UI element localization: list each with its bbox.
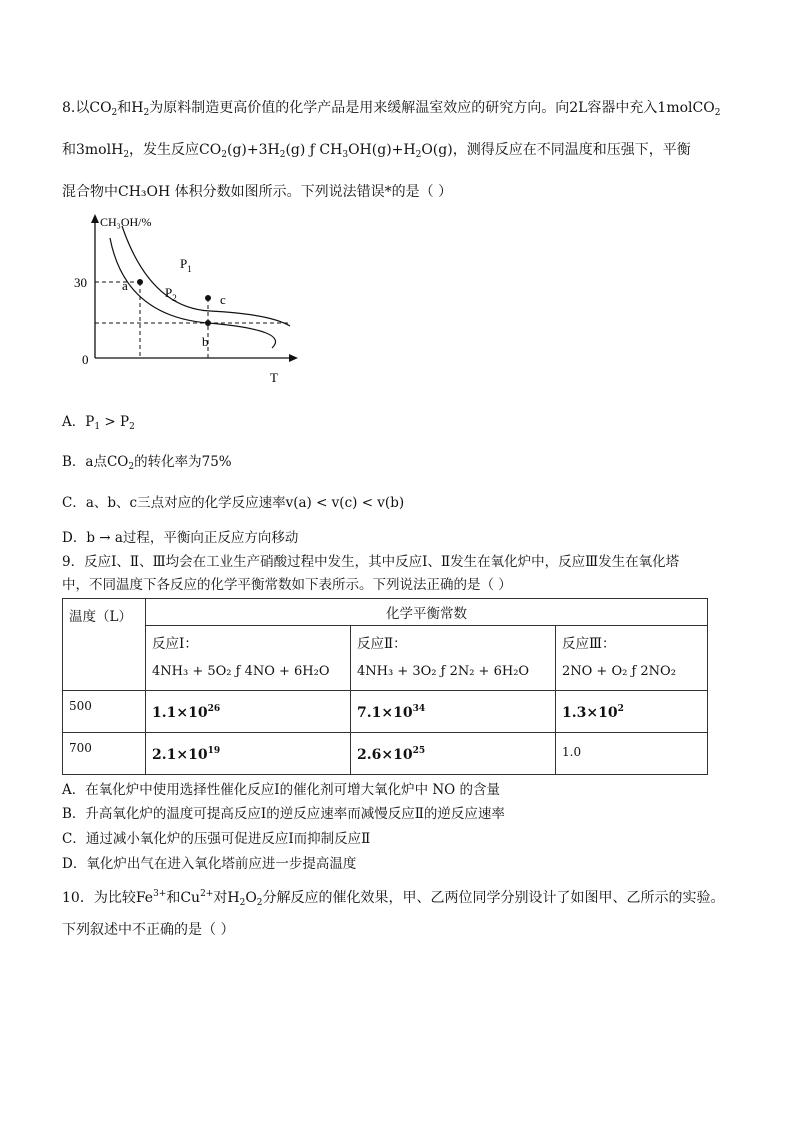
q9-option-c: C．通过减小氧化炉的压强可促进反应Ⅰ而抑制反应Ⅱ: [62, 831, 371, 847]
origin-label: 0: [82, 352, 89, 367]
y-axis-arrow: [91, 214, 99, 223]
reaction-1-header: 反应Ⅰ： 4NH₃ + 5O₂ ƒ 4NO + 6H₂O: [146, 626, 351, 691]
q8-option-b: B．a点$CO_2$的转化率为75%: [62, 454, 232, 472]
temperature-cell: 700: [63, 733, 146, 775]
q8-option-a: A．$P_1 > P_2$: [62, 414, 135, 432]
curve-p2: [110, 238, 276, 348]
q8-line3: 混合物中CH₃OH 体积分数如图所示。下列说法错误*的是（ ）: [62, 184, 453, 200]
y-tick-30: 30: [74, 275, 87, 290]
curve-p1-label: $P_1$: [180, 256, 192, 274]
curve-p2-label: $P_2$: [165, 285, 177, 303]
header-equilibrium-constant: 化学平衡常数: [146, 599, 708, 626]
q9-stem-line2: 中，不同温度下各反应的化学平衡常数如下表所示。下列说法正确的是（ ）: [62, 577, 512, 593]
equilibrium-constant-table: [62, 598, 708, 775]
reaction-3-header: 反应Ⅲ： 2NO + O₂ ƒ 2NO₂: [556, 626, 708, 691]
y-axis-label: CH₃OH/%: [100, 215, 152, 229]
q8-line1: 8.以$CO_2$和$H_2$为原料制造更高价值的化学产品是用来缓解温室效应的研究方向。向2L容器中充入1molCO$_2$: [62, 100, 721, 118]
temperature-cell: 500: [63, 691, 146, 733]
table-row: [63, 733, 708, 775]
q9-option-a: A．在氧化炉中使用选择性催化反应Ⅰ的催化剂可增大氧化炉中 NO 的含量: [62, 782, 501, 798]
header-temperature: 温度（L）: [63, 599, 146, 691]
point-b-label: b: [202, 334, 209, 349]
point-b-marker: [205, 320, 211, 326]
point-a-marker: [137, 279, 143, 285]
k-cell: $2.6\times 10^{25}$: [351, 733, 556, 775]
curve-p1: [122, 226, 290, 326]
k-cell: $2.1\times 10^{19}$: [146, 733, 351, 775]
q8-graph: [60, 208, 300, 393]
k-cell: 1.0: [556, 733, 708, 775]
point-c-label: c: [220, 292, 226, 307]
point-c-marker: [205, 295, 211, 301]
q9-option-b: B．升高氧化炉的温度可提高反应Ⅰ的逆反应速率而减慢反应Ⅱ的逆反应速率: [62, 806, 505, 822]
q10-line2: 下列叙述中不正确的是（ ）: [62, 922, 235, 938]
reaction-2-header: 反应Ⅱ： 4NH₃ + 3O₂ ƒ 2N₂ + 6H₂O: [351, 626, 556, 691]
q8-line2: 和3molH$_2$，发生反应$CO_2(g)+3H_2(g)$ ƒ $CH_3OH(g)+H_2O(g)$，测得反应在不同温度和压强下，平衡: [62, 142, 691, 160]
x-axis-label: T: [270, 370, 278, 385]
x-axis-arrow: [289, 354, 298, 362]
q9-option-d: D．氧化炉出气在进入氧化塔前应进一步提高温度: [62, 856, 357, 872]
k-cell: $1.1\times 10^{26}$: [146, 691, 351, 733]
q8-option-d: D．b → a过程，平衡向正反应方向移动: [62, 530, 299, 546]
q9-stem-line1: 9．反应Ⅰ、Ⅱ、Ⅲ均会在工业生产硝酸过程中发生，其中反应Ⅰ、Ⅱ发生在氧化炉中，反应Ⅲ发生在氧化塔: [62, 554, 680, 570]
point-a-label: a: [122, 278, 128, 293]
q10-line1: 10．为比较$Fe^{3+}$和$Cu^{2+}$对$H_2O_2$分解反应的催化效果，甲、乙两位同学分别设计了如图甲、乙所示的实验。: [62, 889, 725, 908]
q8-option-c: C．a、b、c三点对应的化学反应速率v(a) < v(c) < v(b): [62, 495, 405, 511]
k-cell: $7.1\times 10^{34}$: [351, 691, 556, 733]
table-row: [63, 691, 708, 733]
k-cell: $1.3\times 10^2$: [556, 691, 708, 733]
